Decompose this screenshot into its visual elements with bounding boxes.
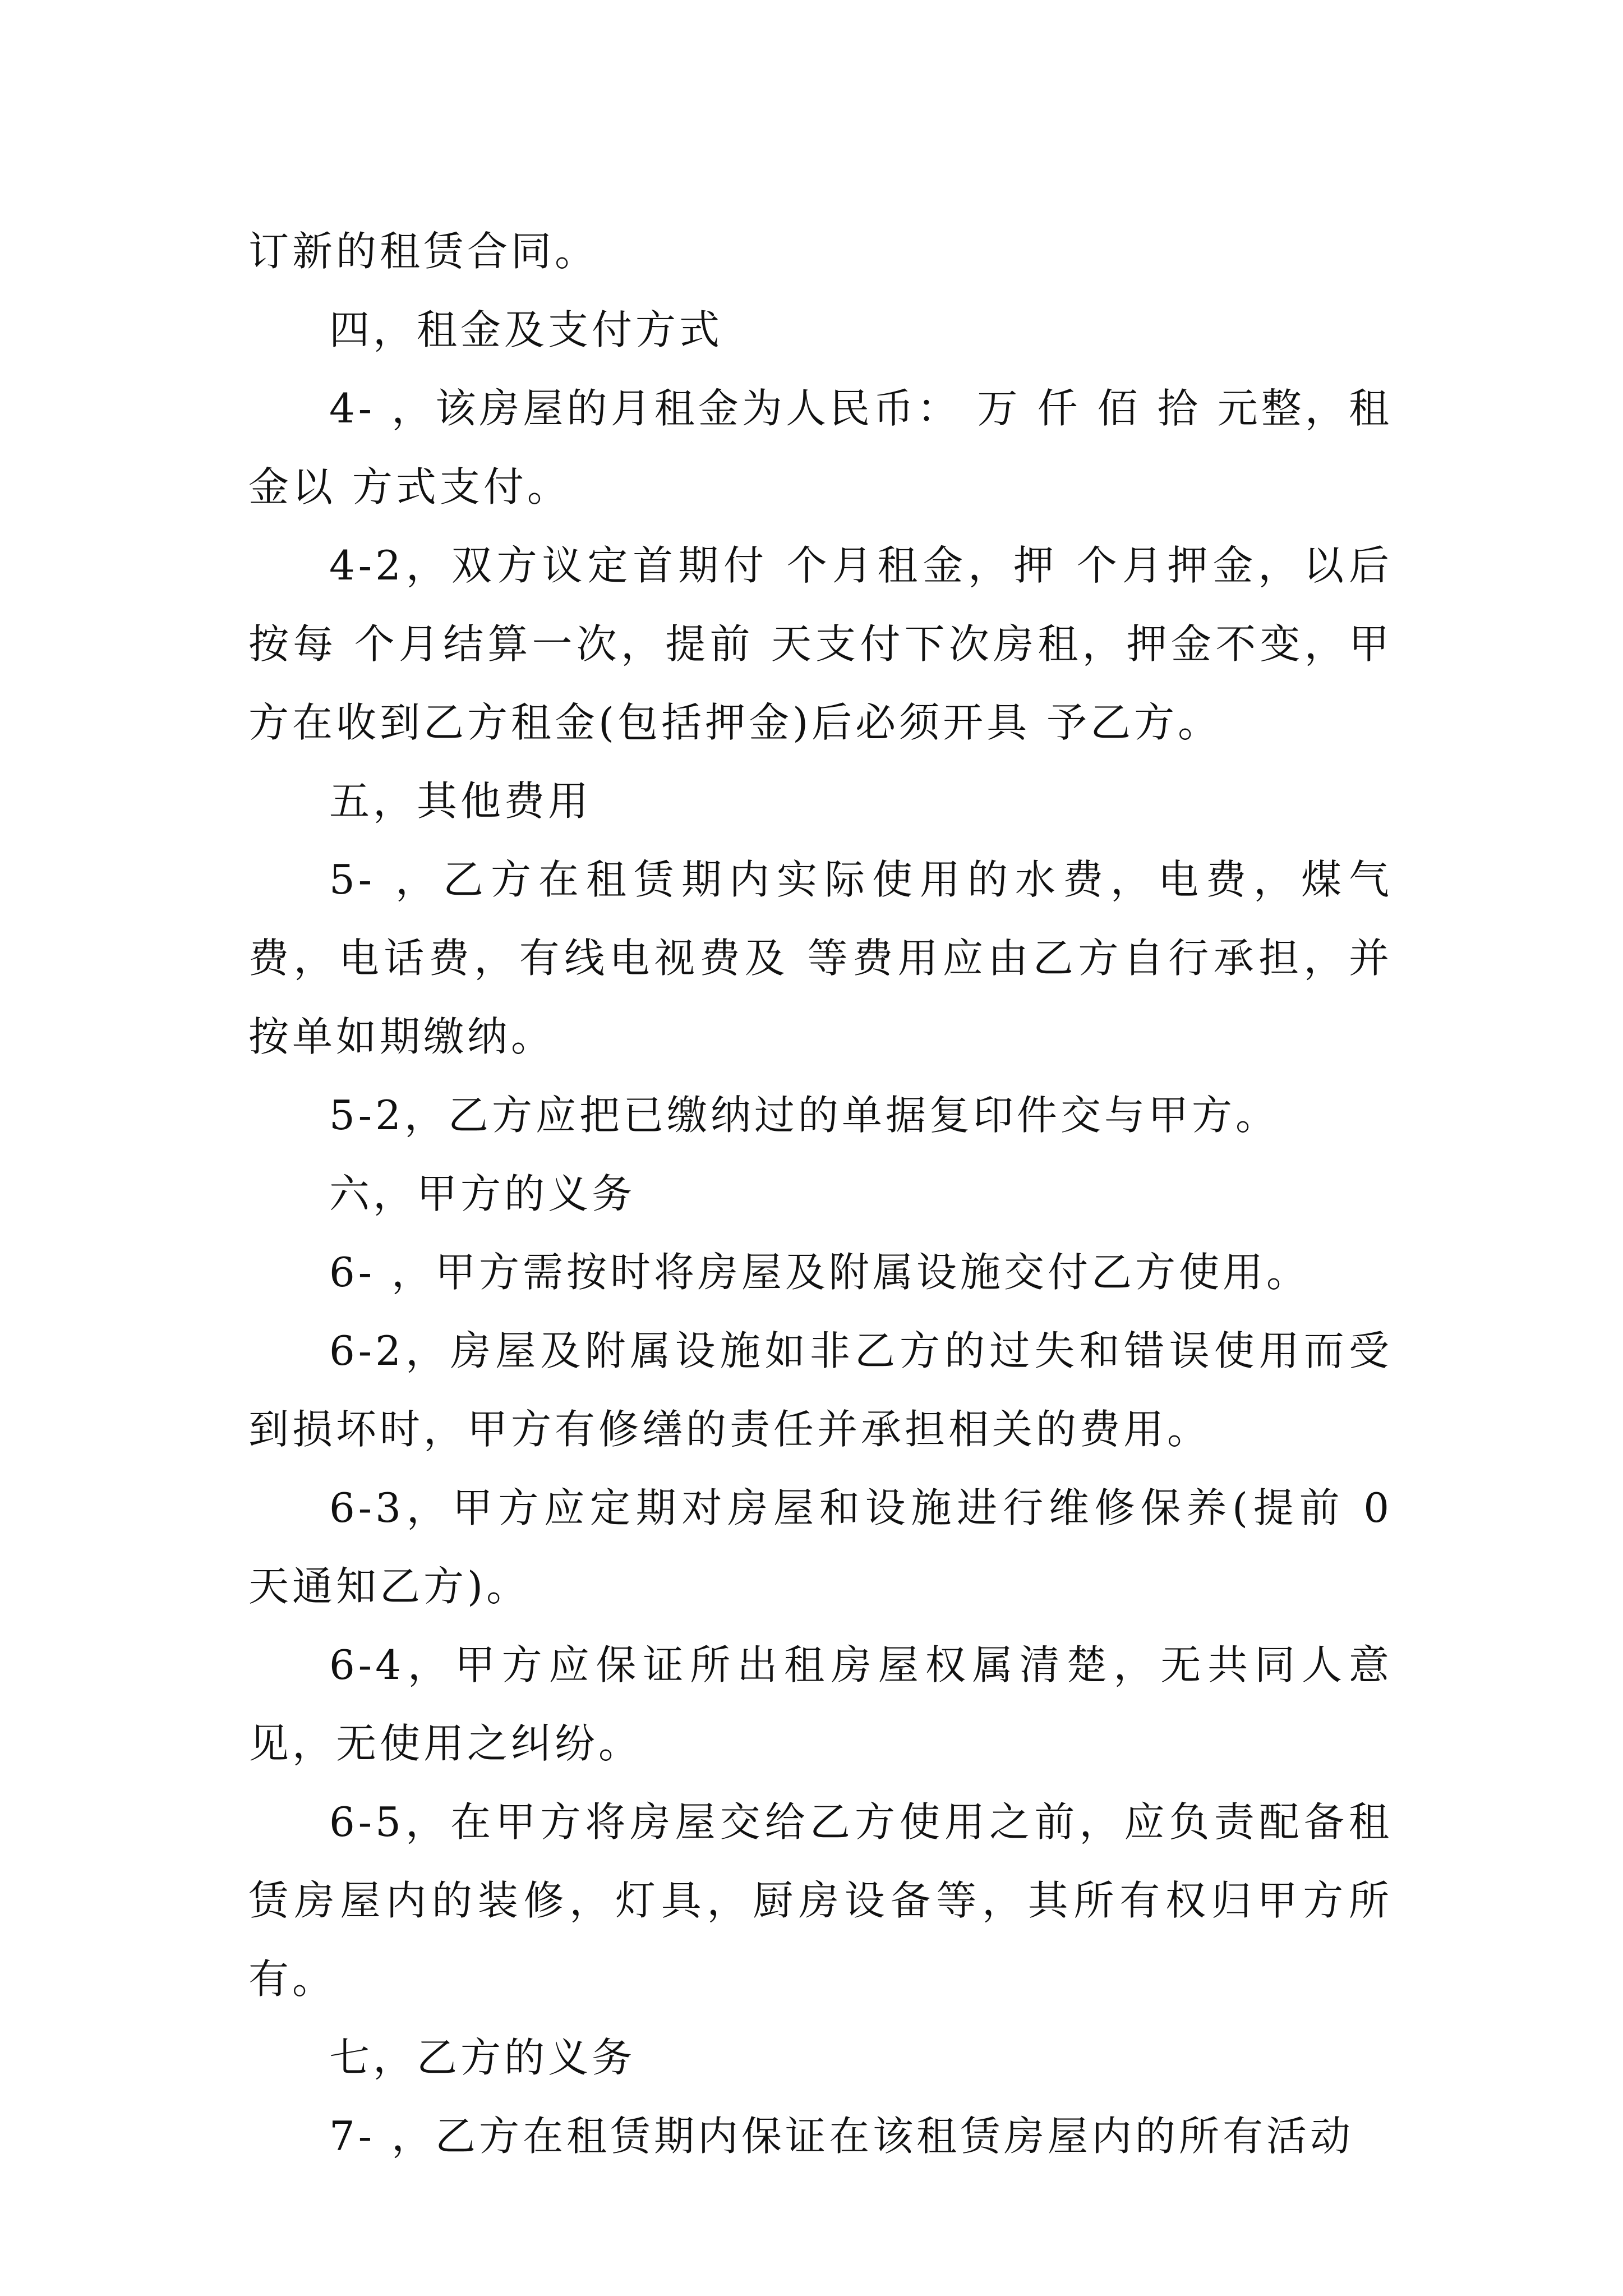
document-body bbox=[248, 212, 1393, 2175]
paragraph: 7- ，乙方在租赁期内保证在该租赁房屋内的所有活动 bbox=[329, 2113, 1354, 2160]
paragraph: 5-2，乙方应把已缴纳过的单据复印件交与甲方。 bbox=[329, 1092, 1279, 1139]
paragraph: 4-2，双方议定首期付 个月租金，押 个月押金，以后按每 个月结算一次，提前 天支付下次房租，押金不变，甲方在收到乙方租金(包括押金)后必须开具 予乙方。 bbox=[248, 542, 1393, 746]
paragraph: 6-3，甲方应定期对房屋和设施进行维修保养(提前 0 天通知乙方)。 bbox=[248, 1484, 1393, 1610]
paragraph: 6-2，房屋及附属设施如非乙方的过失和错误使用而受到损坏时，甲方有修缮的责任并承担相关的费用。 bbox=[248, 1327, 1393, 1453]
paragraph: 6-5，在甲方将房屋交给乙方使用之前，应负责配备租赁房屋内的装修，灯具，厨房设备等，其所有权归甲方所有。 bbox=[248, 1798, 1393, 2003]
section-heading: 五，其他费用 bbox=[329, 777, 592, 825]
paragraph: 6- ，甲方需按时将房屋及附属设施交付乙方使用。 bbox=[329, 1249, 1311, 1296]
paragraph: 订新的租赁合同。 bbox=[248, 228, 599, 275]
paragraph: 5- ，乙方在租赁期内实际使用的水费，电费，煤气费，电话费，有线电视费及 等费用应由乙方自行承担，并按单如期缴纳。 bbox=[248, 856, 1393, 1060]
paragraph: 6-4，甲方应保证所出租房屋权属清楚，无共同人意见，无使用之纠纷。 bbox=[248, 1641, 1393, 1767]
section-heading: 七，乙方的义务 bbox=[329, 2034, 636, 2081]
paragraph: 4- ，该房屋的月租金为人民币： 万 仟 佰 拾 元整，租金以 方式支付。 bbox=[248, 385, 1393, 510]
section-heading: 六，甲方的义务 bbox=[329, 1170, 636, 1217]
section-heading: 四，租金及支付方式 bbox=[329, 306, 723, 353]
